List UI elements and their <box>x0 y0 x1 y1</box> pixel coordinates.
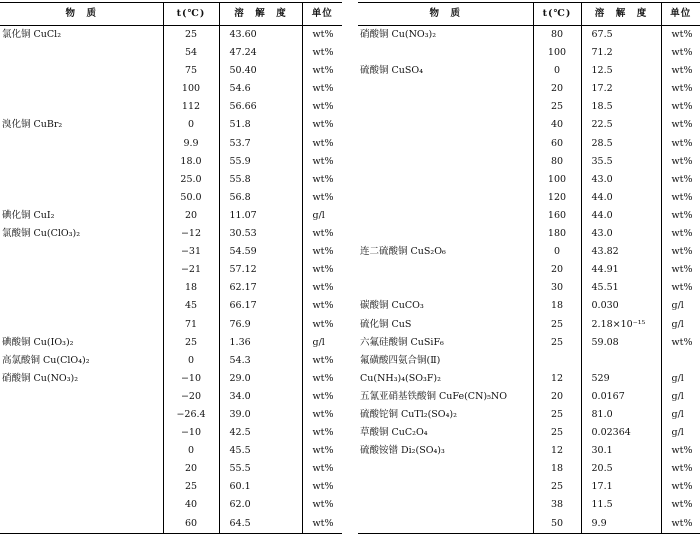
solubility-cell <box>581 352 661 370</box>
solubility-cell: 43.82 <box>581 243 661 261</box>
table-row <box>358 406 700 424</box>
table-row <box>0 243 342 261</box>
temperature-cell: 180 <box>533 225 581 243</box>
header-substance: 物 质 <box>0 3 163 26</box>
temperature-cell: 25 <box>163 334 219 352</box>
unit-cell: wt% <box>661 225 700 243</box>
temperature-cell: 160 <box>533 207 581 225</box>
solubility-cell: 64.5 <box>219 515 302 534</box>
substance-cell <box>358 44 533 62</box>
substance-cell: 氯化铜 CuCl₂ <box>2 29 62 40</box>
unit-cell: wt% <box>661 442 700 460</box>
temperature-cell <box>533 352 581 370</box>
solubility-cell: 18.5 <box>581 98 661 116</box>
substance-cell <box>0 80 163 98</box>
table-row <box>0 370 342 388</box>
temperature-cell: 0 <box>163 116 219 134</box>
table-header-row <box>358 3 700 26</box>
solubility-cell: 17.2 <box>581 80 661 98</box>
table-row <box>358 496 700 514</box>
header-temperature: t(℃) <box>163 3 219 26</box>
solubility-cell: 57.12 <box>219 261 302 279</box>
table-row <box>358 116 700 134</box>
unit-cell: wt% <box>661 261 700 279</box>
substance-cell <box>0 406 163 424</box>
solubility-cell: 76.9 <box>219 316 302 334</box>
unit-cell: wt% <box>302 261 342 279</box>
solubility-cell: 54.6 <box>219 80 302 98</box>
table-row <box>358 424 700 442</box>
temperature-cell: 80 <box>533 26 581 45</box>
solubility-cell: 1.36 <box>219 334 302 352</box>
temperature-cell: 54 <box>163 44 219 62</box>
unit-cell: wt% <box>661 26 700 45</box>
temperature-cell: 0 <box>533 243 581 261</box>
unit-cell: wt% <box>302 135 342 153</box>
substance-cell <box>358 189 533 207</box>
unit-cell: wt% <box>302 80 342 98</box>
substance-cell <box>0 460 163 478</box>
unit-cell: wt% <box>302 352 342 370</box>
table-row <box>358 297 700 315</box>
table-row <box>358 279 700 297</box>
table-row <box>358 460 700 478</box>
substance-cell <box>358 135 533 153</box>
temperature-cell: 12 <box>533 370 581 388</box>
unit-cell: g/l <box>661 297 700 315</box>
table-row <box>0 189 342 207</box>
temperature-cell: 40 <box>533 116 581 134</box>
solubility-cell: 47.24 <box>219 44 302 62</box>
substance-cell: 高氯酸铜 Cu(ClO₄)₂ <box>2 354 90 366</box>
table-row <box>0 406 342 424</box>
unit-cell: wt% <box>661 496 700 514</box>
substance-cell <box>0 424 163 442</box>
solubility-cell: 2.18×10⁻¹⁵ <box>581 316 661 334</box>
unit-cell: wt% <box>302 478 342 496</box>
solubility-cell: 0.02364 <box>581 424 661 442</box>
table-body-right <box>358 26 700 534</box>
substance-cell <box>0 442 163 460</box>
table-row <box>358 352 700 370</box>
substance-cell <box>358 478 533 496</box>
solubility-cell: 56.66 <box>219 98 302 116</box>
table-row <box>358 189 700 207</box>
temperature-cell: 25 <box>533 406 581 424</box>
unit-cell: wt% <box>302 316 342 334</box>
unit-cell: wt% <box>302 515 342 534</box>
solubility-cell: 56.8 <box>219 189 302 207</box>
unit-cell: g/l <box>661 406 700 424</box>
unit-cell: wt% <box>661 243 700 261</box>
solubility-cell: 50.40 <box>219 62 302 80</box>
table-row <box>358 370 700 388</box>
solubility-cell: 44.0 <box>581 207 661 225</box>
unit-cell: g/l <box>661 316 700 334</box>
solubility-cell: 62.0 <box>219 496 302 514</box>
unit-cell: g/l <box>661 388 700 406</box>
solubility-cell: 54.3 <box>219 352 302 370</box>
solubility-cell: 51.8 <box>219 116 302 134</box>
solubility-cell: 11.5 <box>581 496 661 514</box>
temperature-cell: 120 <box>533 189 581 207</box>
substance-cell: 氯酸铜 Cu(ClO₃)₂ <box>2 228 81 240</box>
solubility-cell: 81.0 <box>581 406 661 424</box>
solubility-cell: 0.0167 <box>581 388 661 406</box>
solubility-cell: 66.17 <box>219 297 302 315</box>
unit-cell: wt% <box>661 189 700 207</box>
substance-cell <box>358 153 533 171</box>
solubility-cell: 43.60 <box>219 26 302 45</box>
temperature-cell: 18 <box>163 279 219 297</box>
substance-cell <box>358 98 533 116</box>
temperature-cell: 80 <box>533 153 581 171</box>
header-unit: 单位 <box>661 3 700 26</box>
substance-cell <box>0 62 163 80</box>
substance-cell: 硫酸铵镨 Di₂(SO₄)₃ <box>360 445 445 457</box>
temperature-cell: 30 <box>533 279 581 297</box>
solubility-cell: 54.59 <box>219 243 302 261</box>
table-row <box>0 207 342 225</box>
unit-cell: g/l <box>302 207 342 225</box>
unit-cell: wt% <box>302 98 342 116</box>
table-row <box>0 297 342 315</box>
temperature-cell: −26.4 <box>163 406 219 424</box>
temperature-cell: 100 <box>163 80 219 98</box>
solubility-cell: 28.5 <box>581 135 661 153</box>
temperature-cell: 50 <box>533 515 581 534</box>
unit-cell: g/l <box>661 424 700 442</box>
temperature-cell: −10 <box>163 424 219 442</box>
solubility-cell: 22.5 <box>581 116 661 134</box>
table-row <box>0 261 342 279</box>
table-row <box>0 62 342 80</box>
substance-cell <box>0 261 163 279</box>
solubility-cell: 35.5 <box>581 153 661 171</box>
header-substance: 物 质 <box>358 3 533 26</box>
unit-cell: wt% <box>661 135 700 153</box>
temperature-cell: 25 <box>163 26 219 45</box>
temperature-cell: 40 <box>163 496 219 514</box>
solubility-cell: 20.5 <box>581 460 661 478</box>
solubility-cell: 43.0 <box>581 171 661 189</box>
solubility-cell: 62.17 <box>219 279 302 297</box>
substance-cell <box>0 243 163 261</box>
temperature-cell: 25 <box>163 478 219 496</box>
header-solubility: 溶 解 度 <box>219 3 302 26</box>
substance-cell <box>0 98 163 116</box>
unit-cell: wt% <box>302 171 342 189</box>
temperature-cell: 25.0 <box>163 171 219 189</box>
unit-cell: wt% <box>302 279 342 297</box>
solubility-cell: 55.9 <box>219 153 302 171</box>
substance-cell <box>0 189 163 207</box>
temperature-cell: 100 <box>533 171 581 189</box>
table-row <box>0 116 342 134</box>
solubility-table-right <box>358 2 700 534</box>
substance-cell: 碘酸铜 Cu(IO₃)₂ <box>2 336 74 348</box>
table-row <box>358 442 700 460</box>
solubility-cell: 43.0 <box>581 225 661 243</box>
solubility-cell: 17.1 <box>581 478 661 496</box>
substance-cell <box>358 515 533 534</box>
solubility-cell: 0.030 <box>581 297 661 315</box>
table-row <box>0 460 342 478</box>
substance-cell <box>358 225 533 243</box>
unit-cell: wt% <box>661 153 700 171</box>
unit-cell: wt% <box>302 406 342 424</box>
table-row <box>0 171 342 189</box>
temperature-cell: −12 <box>163 225 219 243</box>
substance-cell: 硫化铜 CuS <box>360 318 412 330</box>
substance-cell <box>0 478 163 496</box>
header-unit: 单位 <box>302 3 342 26</box>
solubility-cell: 60.1 <box>219 478 302 496</box>
temperature-cell: 20 <box>163 207 219 225</box>
temperature-cell: 25 <box>533 478 581 496</box>
solubility-cell: 39.0 <box>219 406 302 424</box>
substance-cell <box>358 116 533 134</box>
unit-cell: wt% <box>661 44 700 62</box>
substance-cell: Cu(NH₃)₄(SO₃F)₂ <box>360 372 441 384</box>
unit-cell: wt% <box>661 80 700 98</box>
substance-cell: 草酸铜 CuC₂O₄ <box>360 427 428 439</box>
table-row <box>358 153 700 171</box>
temperature-cell: 60 <box>533 135 581 153</box>
substance-cell <box>358 261 533 279</box>
substance-cell: 碳酸铜 CuCO₃ <box>360 300 424 312</box>
table-row <box>358 207 700 225</box>
table-row <box>358 225 700 243</box>
temperature-cell: 18 <box>533 460 581 478</box>
table-row <box>0 334 342 352</box>
table-row <box>358 80 700 98</box>
unit-cell: wt% <box>302 189 342 207</box>
unit-cell: wt% <box>302 297 342 315</box>
temperature-cell: 9.9 <box>163 135 219 153</box>
substance-cell: 硫酸铊铜 CuTl₂(SO₄)₂ <box>360 408 457 420</box>
substance-cell: 氟磺酸四氨合铜(Ⅱ) <box>360 354 441 366</box>
substance-cell <box>0 297 163 315</box>
substance-cell <box>358 80 533 98</box>
table-row <box>358 44 700 62</box>
temperature-cell: 20 <box>533 388 581 406</box>
solubility-cell: 71.2 <box>581 44 661 62</box>
substance-cell <box>0 153 163 171</box>
substance-cell <box>358 496 533 514</box>
solubility-cell: 53.7 <box>219 135 302 153</box>
unit-cell: wt% <box>661 207 700 225</box>
solubility-cell: 55.5 <box>219 460 302 478</box>
table-row <box>358 388 700 406</box>
table-row <box>0 496 342 514</box>
unit-cell: wt% <box>661 515 700 534</box>
unit-cell: wt% <box>302 225 342 243</box>
unit-cell: g/l <box>661 370 700 388</box>
unit-cell: wt% <box>661 460 700 478</box>
temperature-cell: 50.0 <box>163 189 219 207</box>
table-row <box>0 388 342 406</box>
temperature-cell: 20 <box>163 460 219 478</box>
temperature-cell: 60 <box>163 515 219 534</box>
table-row <box>0 442 342 460</box>
table-header-row <box>0 3 342 26</box>
table-row <box>0 478 342 496</box>
unit-cell: wt% <box>661 62 700 80</box>
table-row <box>358 261 700 279</box>
substance-cell: 硝酸铜 Cu(NO₃)₂ <box>360 29 437 40</box>
temperature-cell: −20 <box>163 388 219 406</box>
table-row <box>0 135 342 153</box>
temperature-cell: 25 <box>533 334 581 352</box>
table-row <box>358 26 700 45</box>
table-row <box>0 44 342 62</box>
solubility-cell: 11.07 <box>219 207 302 225</box>
temperature-cell: 18 <box>533 297 581 315</box>
temperature-cell: 0 <box>533 62 581 80</box>
temperature-cell: 100 <box>533 44 581 62</box>
solubility-cell: 30.1 <box>581 442 661 460</box>
unit-cell: wt% <box>661 478 700 496</box>
solubility-cell: 30.53 <box>219 225 302 243</box>
substance-cell <box>358 171 533 189</box>
unit-cell: wt% <box>302 116 342 134</box>
substance-cell <box>358 279 533 297</box>
solubility-cell: 44.0 <box>581 189 661 207</box>
substance-cell: 连二硫酸铜 CuS₂O₆ <box>360 246 446 258</box>
solubility-cell: 45.51 <box>581 279 661 297</box>
temperature-cell: 38 <box>533 496 581 514</box>
temperature-cell: 20 <box>533 261 581 279</box>
table-row <box>358 316 700 334</box>
temperature-cell: 112 <box>163 98 219 116</box>
solubility-cell: 59.08 <box>581 334 661 352</box>
unit-cell: wt% <box>302 243 342 261</box>
substance-cell <box>0 279 163 297</box>
unit-cell: wt% <box>302 62 342 80</box>
substance-cell <box>358 207 533 225</box>
temperature-cell: 25 <box>533 424 581 442</box>
table-body-left <box>0 26 342 534</box>
table-row <box>358 98 700 116</box>
unit-cell: wt% <box>661 98 700 116</box>
substance-cell <box>0 388 163 406</box>
solubility-cell: 34.0 <box>219 388 302 406</box>
substance-cell: 五氰亚硝基铁酸铜 CuFe(CN)₅NO <box>360 390 508 402</box>
solubility-cell: 529 <box>581 370 661 388</box>
unit-cell: wt% <box>661 334 700 352</box>
substance-cell <box>358 460 533 478</box>
temperature-cell: 25 <box>533 316 581 334</box>
unit-cell: wt% <box>302 442 342 460</box>
table-row <box>0 225 342 243</box>
temperature-cell: 18.0 <box>163 153 219 171</box>
unit-cell: wt% <box>302 388 342 406</box>
table-row <box>358 135 700 153</box>
substance-cell: 溴化铜 CuBr₂ <box>2 119 63 131</box>
temperature-cell: −21 <box>163 261 219 279</box>
substance-cell <box>0 135 163 153</box>
unit-cell: g/l <box>302 334 342 352</box>
unit-cell: wt% <box>302 153 342 171</box>
table-row <box>358 171 700 189</box>
substance-cell: 硫酸铜 CuSO₄ <box>360 65 424 77</box>
solubility-cell: 42.5 <box>219 424 302 442</box>
temperature-cell: 0 <box>163 352 219 370</box>
solubility-cell: 67.5 <box>581 26 661 45</box>
solubility-cell: 9.9 <box>581 515 661 534</box>
unit-cell: wt% <box>302 424 342 442</box>
solubility-cell: 45.5 <box>219 442 302 460</box>
table-row <box>358 478 700 496</box>
table-row <box>0 515 342 534</box>
substance-cell: 六氟硅酸铜 CuSiF₆ <box>360 336 444 348</box>
temperature-cell: 45 <box>163 297 219 315</box>
unit-cell: wt% <box>302 26 342 45</box>
table-row <box>0 279 342 297</box>
substance-cell <box>0 44 163 62</box>
unit-cell: wt% <box>661 171 700 189</box>
temperature-cell: 12 <box>533 442 581 460</box>
substance-cell <box>0 496 163 514</box>
temperature-cell: 75 <box>163 62 219 80</box>
temperature-cell: 25 <box>533 98 581 116</box>
solubility-cell: 44.91 <box>581 261 661 279</box>
unit-cell: wt% <box>302 370 342 388</box>
unit-cell: wt% <box>302 460 342 478</box>
unit-cell: wt% <box>302 496 342 514</box>
substance-cell <box>0 515 163 534</box>
substance-cell: 碘化铜 CuI₂ <box>2 209 55 221</box>
unit-cell: wt% <box>302 44 342 62</box>
temperature-cell: −10 <box>163 370 219 388</box>
header-temperature: t(℃) <box>533 3 581 26</box>
table-row <box>0 153 342 171</box>
temperature-cell: 0 <box>163 442 219 460</box>
temperature-cell: 20 <box>533 80 581 98</box>
table-row <box>0 424 342 442</box>
header-solubility: 溶 解 度 <box>581 3 661 26</box>
temperature-cell: −31 <box>163 243 219 261</box>
table-row <box>358 334 700 352</box>
table-row <box>358 243 700 261</box>
substance-cell <box>0 171 163 189</box>
table-row <box>358 62 700 80</box>
table-row <box>0 352 342 370</box>
solubility-cell: 29.0 <box>219 370 302 388</box>
table-row <box>0 316 342 334</box>
unit-cell <box>661 352 700 370</box>
substance-cell: 硝酸铜 Cu(NO₃)₂ <box>2 372 79 384</box>
unit-cell: wt% <box>661 116 700 134</box>
unit-cell: wt% <box>661 279 700 297</box>
table-row <box>0 98 342 116</box>
solubility-table-left <box>0 2 342 534</box>
table-row <box>358 515 700 534</box>
substance-cell <box>0 316 163 334</box>
solubility-cell: 12.5 <box>581 62 661 80</box>
table-row <box>0 26 342 45</box>
table-row <box>0 80 342 98</box>
temperature-cell: 71 <box>163 316 219 334</box>
solubility-cell: 55.8 <box>219 171 302 189</box>
